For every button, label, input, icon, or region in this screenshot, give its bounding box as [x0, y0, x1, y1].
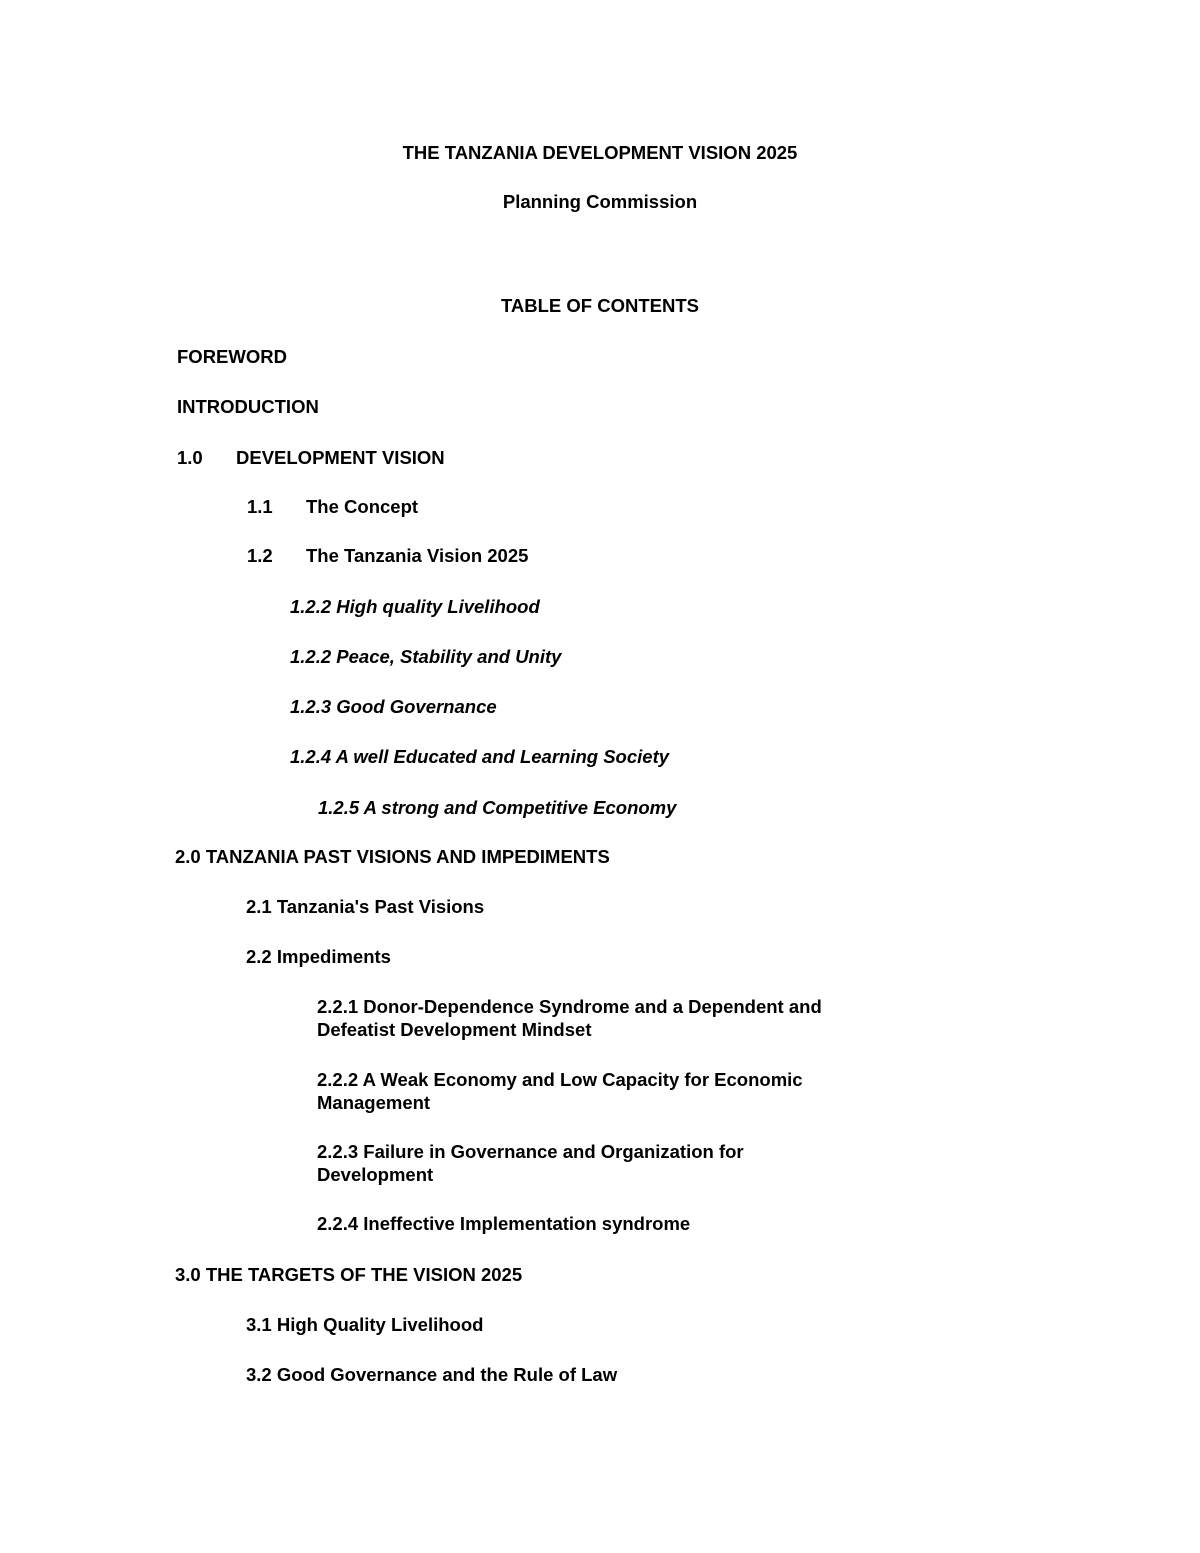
- document-title: THE TANZANIA DEVELOPMENT VISION 2025: [402, 142, 798, 163]
- toc-entry-high-quality-livelihood-target: 3.1 High Quality Livelihood: [246, 1314, 484, 1335]
- toc-entry-educated-learning-society: 1.2.4 A well Educated and Learning Society: [290, 746, 670, 767]
- document-subtitle: Planning Commission: [502, 191, 698, 212]
- toc-entry-past-visions: 2.1 Tanzania's Past Visions: [246, 896, 485, 917]
- toc-entry-targets-of-vision: 3.0 THE TARGETS OF THE VISION 2025: [175, 1264, 523, 1285]
- toc-entry-donor-dependence-cont: Defeatist Development Mindset: [317, 1019, 592, 1040]
- toc-entry-development-vision: DEVELOPMENT VISION: [236, 447, 445, 468]
- toc-entry-good-governance: 1.2.3 Good Governance: [290, 696, 497, 717]
- toc-entry-tanzania-vision-2025: The Tanzania Vision 2025: [306, 545, 529, 566]
- toc-entry-weak-economy: 2.2.2 A Weak Economy and Low Capacity for Economic: [317, 1069, 803, 1090]
- toc-entry-donor-dependence: 2.2.1 Donor-Dependence Syndrome and a Dependent and: [317, 996, 822, 1017]
- toc-entry-impediments: 2.2 Impediments: [246, 946, 391, 967]
- toc-entry-the-concept: The Concept: [306, 496, 419, 517]
- toc-entry-foreword: FOREWORD: [177, 346, 287, 367]
- toc-entry-high-quality-livelihood: 1.2.2 High quality Livelihood: [290, 596, 540, 617]
- toc-entry-number: 1.0: [177, 447, 203, 468]
- toc-entry-number: 1.2: [247, 545, 273, 566]
- toc-entry-peace-stability-unity: 1.2.2 Peace, Stability and Unity: [290, 646, 562, 667]
- toc-entry-introduction: INTRODUCTION: [177, 396, 319, 417]
- toc-entry-weak-economy-cont: Management: [317, 1092, 431, 1113]
- toc-entry-ineffective-implementation: 2.2.4 Ineffective Implementation syndrome: [317, 1213, 691, 1234]
- toc-entry-past-visions-impediments: 2.0 TANZANIA PAST VISIONS AND IMPEDIMENTS: [175, 846, 610, 867]
- toc-entry-good-governance-rule-of-law: 3.2 Good Governance and the Rule of Law: [246, 1364, 618, 1385]
- toc-entry-competitive-economy: 1.2.5 A strong and Competitive Economy: [318, 797, 677, 818]
- toc-entry-number: 1.1: [247, 496, 273, 517]
- toc-entry-governance-failure: 2.2.3 Failure in Governance and Organization for: [317, 1141, 744, 1162]
- toc-heading: TABLE OF CONTENTS: [500, 295, 699, 316]
- toc-entry-governance-failure-cont: Development: [317, 1164, 434, 1185]
